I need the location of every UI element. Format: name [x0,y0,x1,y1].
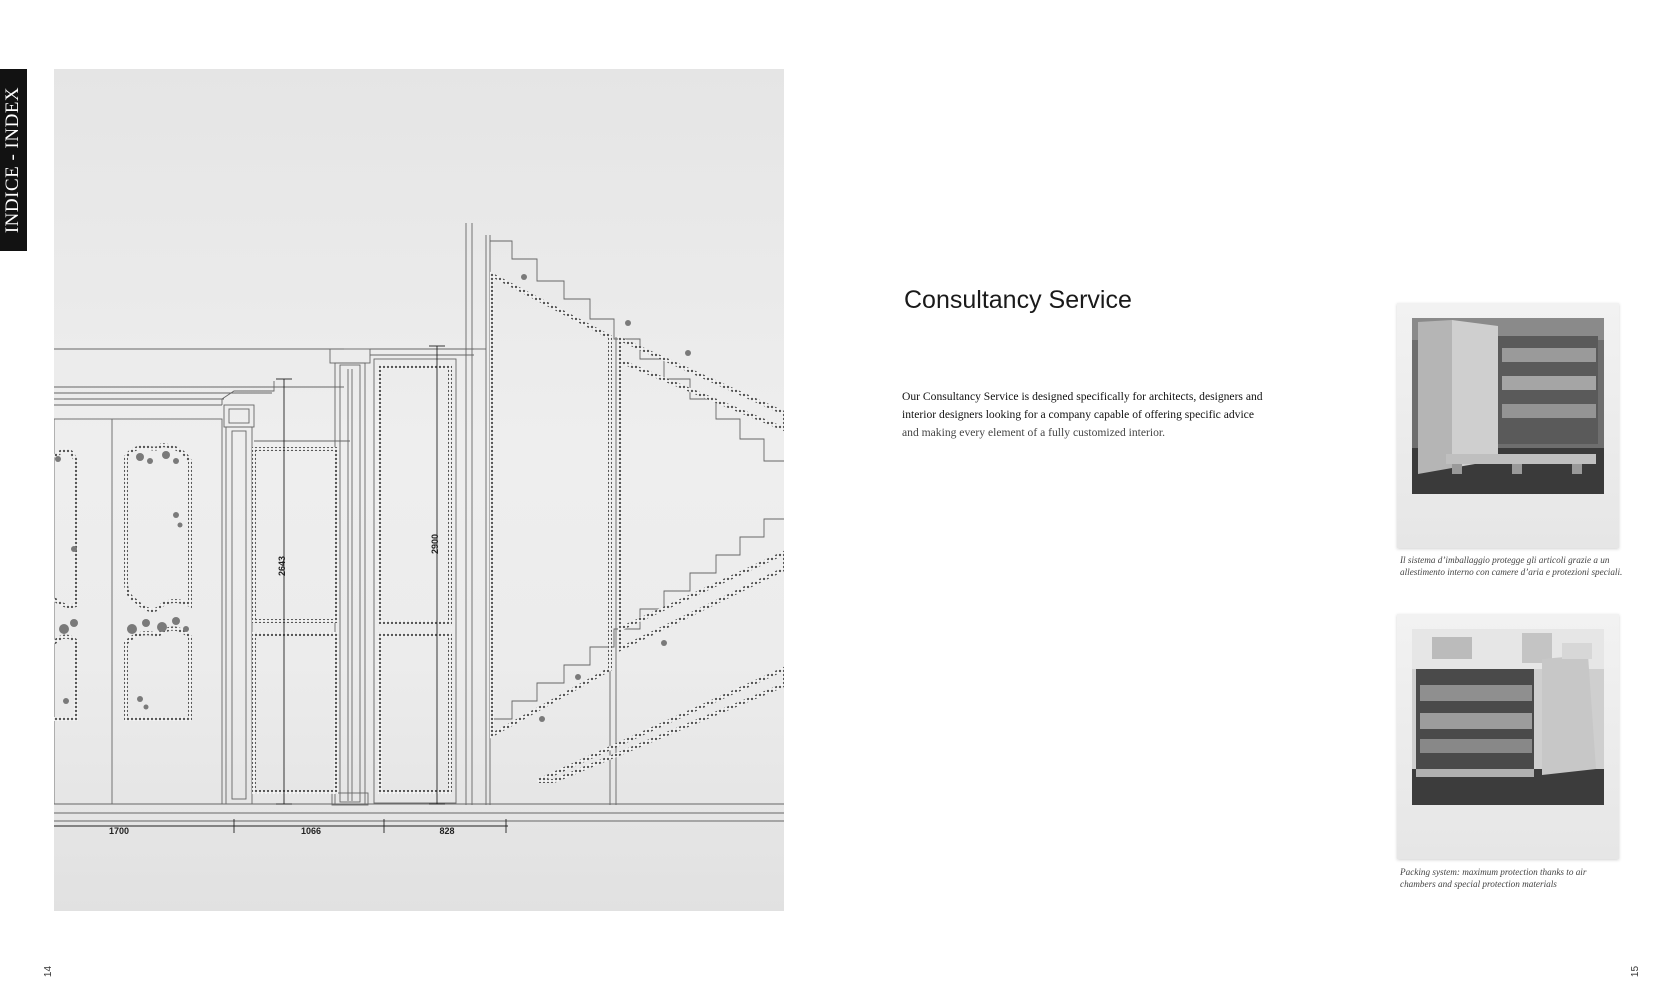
packing-photo-image [1412,318,1604,494]
architectural-elevation-drawing [54,69,784,911]
paragraph-line: Our Consultancy Service is designed specifically for architects, designers and [902,390,1263,403]
dimension-label: 2643 [277,555,287,577]
index-tab[interactable] [0,69,27,251]
packing-photo [1397,614,1619,859]
dimension-label: 1066 [300,826,322,836]
elevation-svg [54,69,784,911]
caption-line: chambers and special protection materials [1400,879,1557,889]
packing-photo-image [1412,629,1604,805]
section-title: Consultancy Service [904,286,1132,314]
body-paragraph [902,388,1282,442]
photo-caption [1400,554,1630,578]
page-number-right: 15 [1630,965,1642,978]
caption-line: Packing system: maximum protection thanks to air [1400,867,1587,877]
caption-line: Il sistema d’imballaggio protegge gli articoli grazie a un [1400,555,1610,565]
caption-line: allestimento interno con camere d’aria e protezioni speciali. [1400,567,1623,577]
dimension-label: 828 [439,826,455,836]
page-number-left: 14 [43,965,55,978]
photo-caption [1400,866,1630,890]
dimension-label: 1700 [108,826,130,836]
packing-photo [1397,303,1619,548]
index-tab-label: INDICE - INDEX [2,86,24,234]
dimension-label: 2900 [430,533,440,555]
paragraph-line: and making every element of a fully customized interior. [902,426,1166,439]
paragraph-line: interior designers looking for a company capable of offering specific advice [902,408,1254,421]
